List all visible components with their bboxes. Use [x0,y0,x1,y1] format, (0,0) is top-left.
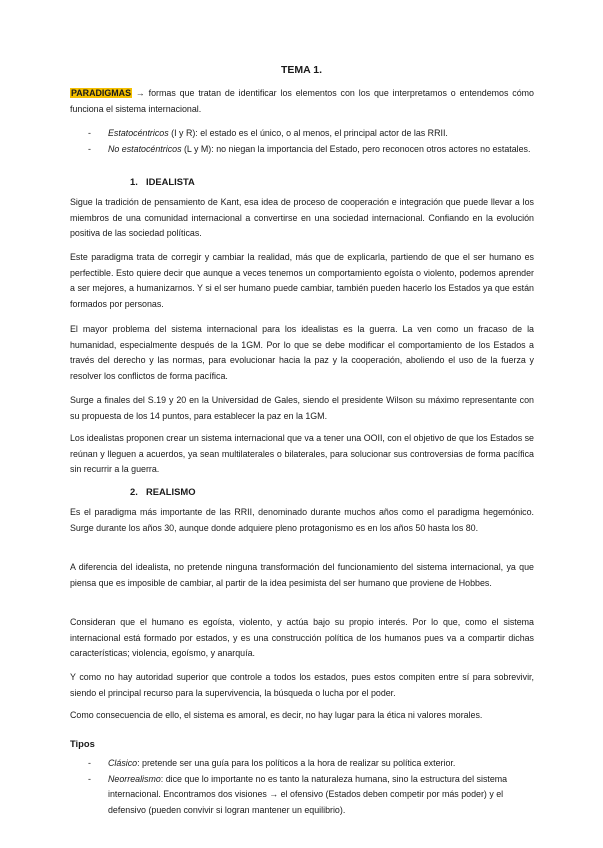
bullet-text: (L y M): no niegan la importancia del Estado, pero reconocen otros actores no estatales. [181,143,531,154]
list-item [70,142,534,158]
section-heading-idealista [130,176,195,187]
paragraph: Surge a finales del S.19 y 20 en la Universidad de Gales, siendo el presidente Wilson su máximo representante con su propuesta de los 14 puntos, para establecer la paz en la 1GM. [70,395,534,421]
bullet-dash: - [88,773,91,784]
list-item [70,126,534,142]
list-item [70,756,534,772]
paradigmas-highlight: PARADIGMAS [71,88,131,98]
paragraph: Consideran que el humano es egoísta, violento, y actúa bajo su propio interés. Por lo que, como el sistema internacional está formado por estados, y es una construcción política de los humanos pues va a compartir dichas características; violencia, egoísmo, y anarquía. [70,617,534,658]
bullet-term: Neorrealismo [108,773,161,784]
paragraph: El mayor problema del sistema internacional para los idealistas es la guerra. La ven como un fracaso de la humanidad, especialmente después de la 1GM. Por lo que se debe modificar el comportamiento de los Estados a través del derecho y las normas, para evolucionar hacia la paz y la cooperación, aboliendo el uso de la fuerza y resolver los conflictos de forma pacífica. [70,324,534,381]
paragraph: Es el paradigma más importante de las RRII, denominado durante muchos años como el paradigma hegemónico. Surge durante los años 30, aunque donde adquiere pleno protagonismo es en los años 50 hasta los 80. [70,507,534,533]
types-heading: Tipos [70,738,95,749]
paragraph: Este paradigma trata de corregir y cambiar la realidad, más que de explicarla, partiendo de que el ser humano es perfectible. Esto quiere decir que aunque a veces tenemos un comportamiento egoísta o violento, podemos aprender a ser mejores, a humanizarnos. Y si el ser humano puede cambiar, también pueden hacerlo los Estados ya que están formados por personas. [70,252,534,309]
paragraph: Sigue la tradición de pensamiento de Kant, esa idea de proceso de cooperación e integración que puede llevar a los miembros de una comunidad internacional a convertirse en una sociedad internacional. Confiando en la evolución positiva de las sociedad políticas. [70,197,534,238]
bullet-term: Estatocéntricos [108,128,169,138]
intro-paragraph [70,86,534,117]
section-title: IDEALISTA [146,176,195,187]
section-title: REALISMO [146,486,196,497]
paragraph: A diferencia del idealista, no pretende ninguna transformación del funcionamiento del sistema internacional, ya que piensa que es imposible de cambiar, al partir de la idea pesimista del ser humano que proviene de Hobbes. [70,562,534,588]
bullet-text: (I y R): el estado es el único, o al menos, el principal actor de las RRII. [168,128,448,138]
bullet-dash: - [88,758,91,768]
list-item [70,772,534,819]
section-number: 2. [130,486,138,497]
section-heading-realismo [130,486,195,497]
types-bullet-list [70,756,534,818]
paragraph: Y como no hay autoridad superior que controle a todos los estados, pues estos compiten entre sí para sobrevivir, siendo el principal recurso para la supervivencia, la búsqueda o lucha por el poder. [70,672,534,698]
bullet-dash: - [88,143,91,154]
section-number: 1. [130,176,138,187]
arrow-glyph: → [132,88,149,98]
bullet-text: : dice que lo importante no es tanto la naturaleza humana, sino la estructura del sistema internacional. Encontramos dos visiones → el ofensivo (Estados deben competir por más poder) y el defensivo (pueden convivir si logran mantener un equilibrio). [108,773,508,815]
bullet-term: No estatocéntricos [108,143,182,154]
bullet-term: Clásico [108,758,138,768]
bullet-text: : pretende ser una guía para los políticos a la hora de realizar su política exterior. [137,758,456,768]
bullet-dash: - [88,128,91,138]
paragraph: Como consecuencia de ello, el sistema es amoral, es decir, no hay lugar para la ética ni valores morales. [70,710,483,720]
intro-text: formas que tratan de identificar los elementos con los que interpretamos o entendemos cómo funciona el sistema internacional. [70,88,534,114]
paragraph: Los idealistas proponen crear un sistema internacional que va a tener una OOII, con el objetivo de que los Estados se reúnan y lleguen a acuerdos, ya sean multilaterales o bilaterales, para solucionar sus controversias de forma pacífica sin recurrir a la guerra. [70,433,534,474]
page-title: TEMA 1. [280,64,323,76]
intro-bullet-list [70,126,534,157]
